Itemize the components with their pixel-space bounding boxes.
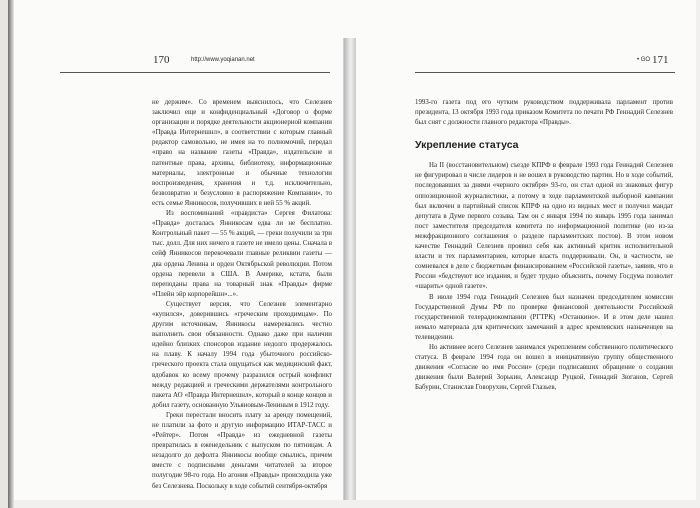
left-paragraph-1: не держим». Со временем выяснилось, что Селезнев заключил еще и конфиденциальный «Договор о форме организации и порядке деятельности акционерной компании «Правда Интернешнл», в соответствии с которым главный редактор самовольно, не имея на то полномочий, передал «право на название газеты «Правда», издательские и патентные права, архивы, библиотеку, информационные материалы, электронные и обычные технологии воспроизведения, хранения и т.д. исключительно, безвозвратно и безусловно в распоряжение Компании», то есть семье Янникосов, получивших в ней 55 % акций. <box>152 99 332 207</box>
scan-edge <box>0 0 8 508</box>
left-paragraph-2: Из воспоминаний «правдиста» Сергея Филатова: «Правда» досталась Янникосам едва ли не бесплатно. Контрольный пакет — 55 % акций, — греки получили за три тыс. долл. Для них ничего в газете не имело цены. Сначала в сейф Янникосов перекочевали главные реликвии газеты — два ордена Ленина и орден Октябрьской революции. Потом ордена перевели в США. В Америке, кстати, были переподаны права на товарный знак «Правды» фирме «Плейн эйр корпорейшн»...». <box>152 210 332 298</box>
right-paragraph-2: В июле 1994 года Геннадий Селезнев был назначен председателем комиссии Государственной Думы РФ по проверке финансовой деятельности Российской государственной телерадиокомпании (РГТРК) «Останкино». И в этом деле нашел немало материала для критических замечаний в адрес кремлевских назначенцев на телевидении. <box>415 293 673 341</box>
right-paragraph-1: На II (восстановительном) съезде КПРФ в феврале 1993 года Геннадий Селезнев не фигурировал в числе лидеров и не вошел в руководство партии. Но в ходе событий, последовавших за днями «черного октября» 93-го, он стал одной из знаковых фигур оппозиционной журналистики, а потому в ходе парламентской выборной кампании был включен в партийный список КПРФ на одно из видных мест и получил мандат депутата в Думе первого созыва. Там он с января 1994 по январь 1995 года занимал пост заместителя председателя комитета по информационной политике (но из-за межфракционного соглашения о разделе парламентских постов). В этом новом качестве Геннадий Селезнев проявил себя как активный критик исполнительной власти и тех парламентариев, которые власть поддерживали. Он, в частности, не сомневался в деле с бюджетным финансированием «Российской газеты», заявив, что в России «бедствуют все издания, и будет трудно объяснить, почему Госдума позволит «шарить» одной газете». <box>415 162 673 291</box>
section-heading: Укрепление статуса <box>415 139 519 152</box>
right-paragraph-3: Но активнее всего Селезнев занимался укреплением собственного политического статуса. В феврале 1994 года он вошел в инициативную группу общественного движения «Согласие во имя России» (среди подписавших обращение о создании движения были Валерий Зорькин, Александр Руцкой, Геннадий Зюганов, Сергей Бабурин, Станислав Говорухин, Сергей Глазьев, <box>415 343 673 392</box>
book-gutter <box>344 38 356 500</box>
header-url: http://www.yoqianan.net <box>191 57 255 63</box>
left-paragraph-3: Существует версия, что Селезнев элементарно «купился», доверившись «греческим проходимцам». По другим источникам, Янникосы намеревались честно выполнить свои обязанности. Однако даже при наличии идейно близких спонсоров издание недолго продержалось на плаву. К началу 1994 года убыточного российско-греческого проекта стала ощущаться как медицинский факт, вдобавок ко всему прочему разразился острый конфликт между редакцией и греческими держателями контрольного пакета АО «Правда Интернешнл», который в конце концов и добил газету, основанную Ульяновым-Лениным в 1912 году. <box>152 300 332 409</box>
header-marker: • GO <box>637 57 651 63</box>
left-paragraph-4: Греки перестали вносить плату за аренду помещений, не платили за фото и другую информацию ИТАР-ТАСС и «Рейтер». Потом «Правда» из ежедневной газеты превратилась в еженедельник с выпуском по пятницам. А незадолго до дефолта Янникосы вообще смылись, причем вместе с подписными деньгами читателей за второе полугодие 98-го года. Но агония «Правды» происходила уже без Селезнева. Поскольку в ходе событий сентября-октября <box>152 411 332 490</box>
right-page-number: 171 <box>652 54 669 66</box>
right-page-body <box>415 98 673 393</box>
left-page-number: 170 <box>153 54 170 66</box>
top-margin <box>14 0 696 38</box>
left-page-body <box>152 98 332 492</box>
left-running-header <box>60 52 330 73</box>
right-intro-paragraph: 1993-го газета под его чутким руководством поддерживала парламент против президента, 13 октября 1993 года приказом Комитета по печати РФ Геннадий Селезнев был снят с должности главного редактора «Правды». <box>415 99 673 127</box>
right-running-header <box>415 52 675 73</box>
